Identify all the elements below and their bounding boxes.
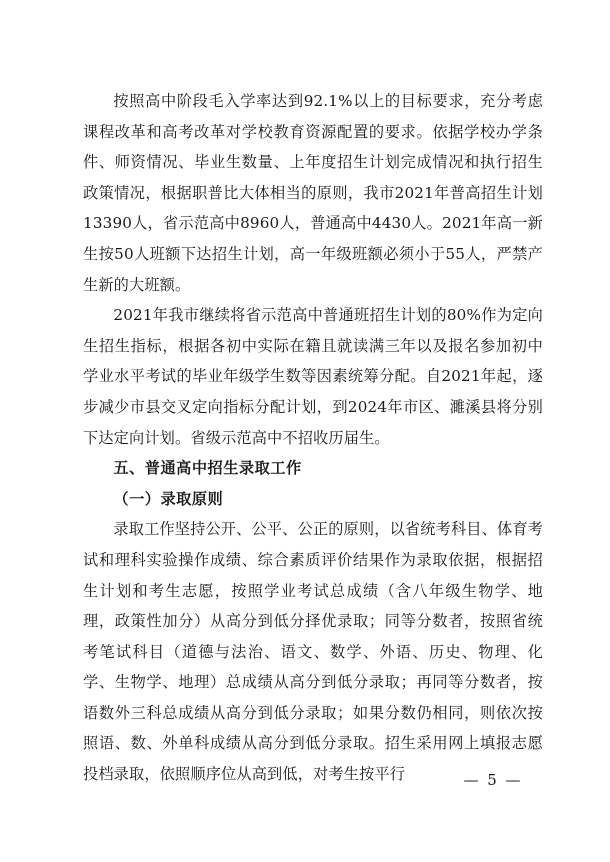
paragraph-admission-principles: 录取工作坚持公开、公平、公正的原则，以省统考科目、体育考试和理科实验操作成绩、综合素质评价结果作为录取依据，根据招生计划和考生志愿，按照学业考试总成绩（含八年级生物学、地理，政策性加分）从高分到低分择优录取；同等分数者，按照省统考笔试科目（道德与法治、语文、数学、外语、历史、物理、化学、生物学、地理）总成绩从高分到低分录取；再同等分数者，按语数外三科总成绩从高分到低分录取；如果分数仍相同，则依次按照语、数、外单科成绩从高分到低分录取。招生采用网上填报志愿投档录取，依照顺序位从高到低，对考生按平行: [83, 520, 543, 784]
paragraph-enrollment-plan: 按照高中阶段毛入学率达到92.1%以上的目标要求，充分考虑课程改革和高考改革对学校教育资源配置的要求。依据学校办学条件、师资情况、毕业生数量、上年度招生计划完成情况和执行招生政策情况，根据职普比大体相当的原则，我市2021年普高招生计划13390人，省示范高中8960人，普通高中4430人。2021年高一新生按50人班额下达招生计划，高一年级班额必须小于55人，严禁产生新的大班额。: [83, 92, 543, 294]
section-heading: 五、普通高中招生录取工作: [113, 459, 302, 478]
page-number: — 5 —: [463, 771, 523, 789]
paragraph-directed-quota: 2021年我市继续将省示范高中普通班招生计划的80%作为定向生招生指标，根据各初中实际在籍且就读满三年以及报名参加初中学业水平考试的毕业年级学生数等因素统筹分配。自2021年起，逐步减少市县交叉定向指标分配计划，到2024年市区、濉溪县将分别下达定向计划。省级示范高中不招收历届生。: [83, 306, 543, 447]
document-body: [83, 86, 543, 790]
subsection-heading: （一）录取原则: [113, 489, 224, 508]
